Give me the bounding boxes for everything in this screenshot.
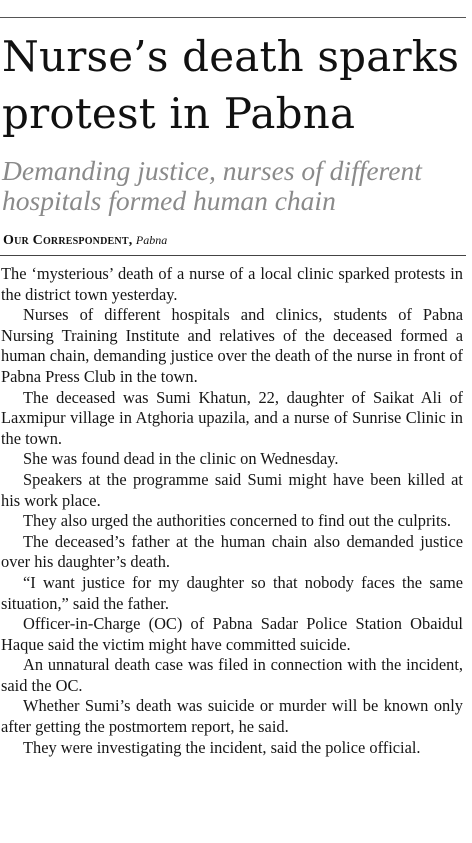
body-paragraph: They also urged the authorities concerned to find out the culprits. [23,511,452,531]
body-paragraph: The deceased was Sumi Khatun, 22, daughter of Saikat Ali of Laxmipur village in Atghoria upazila, and a nurse of Sunrise Clinic in the town. [1,387,463,448]
body-paragraph: Nurses of different hospitals and clinics, students of Pabna Nursing Training Institute and relatives of the deceased formed a human chain, demanding justice over the death of the nurse in front of Pabna Press Club in the town. [1,305,463,386]
body-paragraph: The deceased’s father at the human chain also demanded justice over his daughter’s death. [1,531,463,572]
byline-author: Our Correspondent, [3,233,133,248]
byline-place: Pabna [135,233,168,247]
body-paragraph: The ‘mysterious’ death of a nurse of a local clinic sparked protests in the district town yesterday. [1,264,463,304]
byline-rule [0,255,466,256]
body-paragraph: Whether Sumi’s death was suicide or murder will be known only after getting the postmortem report, he said. [1,696,463,737]
body-paragraph: “I want justice for my daughter so that nobody faces the same situation,” said the father. [1,572,463,613]
body-paragraph: An unnatural death case was filed in connection with the incident, said the OC. [1,655,463,695]
body-paragraph: They were investigating the incident, said the police official. [23,737,421,757]
headline: Nurse’s death sparks protest in Pabna [2,32,460,138]
top-rule [0,17,466,18]
body-paragraph: Speakers at the programme said Sumi might have been killed at his work place. [1,469,463,510]
article-body [1,264,463,758]
deck-subheadline: Demanding justice, nurses of different hospitals formed human chain [2,155,422,216]
byline [3,231,469,250]
body-paragraph: Officer-in-Charge (OC) of Pabna Sadar Police Station Obaidul Haque said the victim might have committed suicide. [1,614,463,654]
body-paragraph: She was found dead in the clinic on Wednesday. [23,449,339,469]
